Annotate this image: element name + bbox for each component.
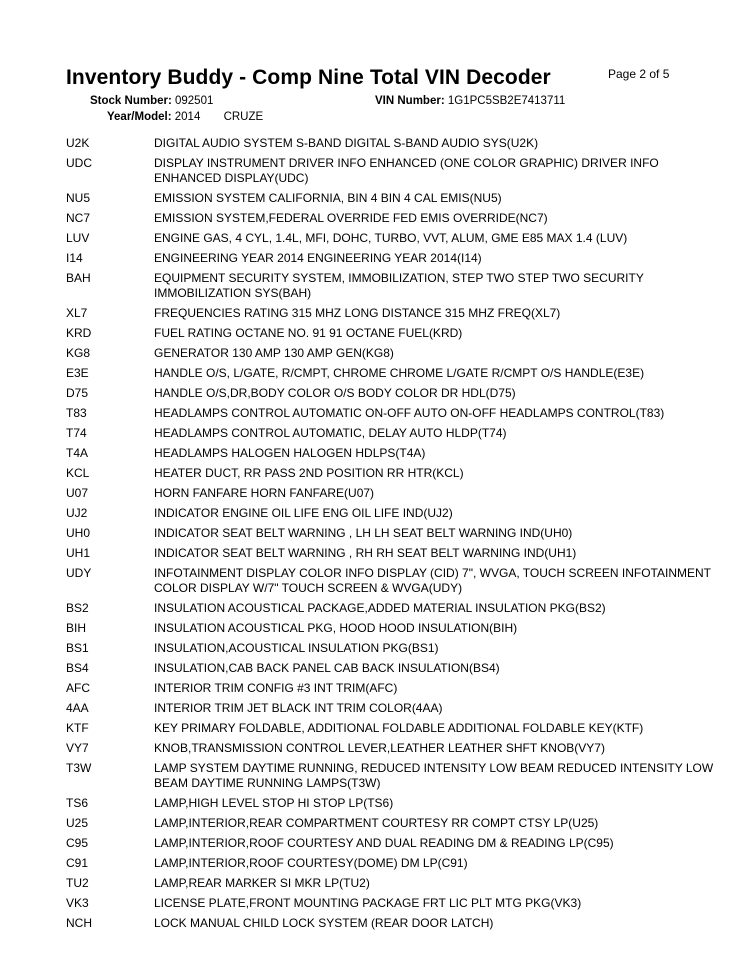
option-description: INTERIOR TRIM CONFIG #3 INT TRIM(AFC) xyxy=(154,681,398,695)
option-code: LUV xyxy=(66,231,90,245)
option-code: 4AA xyxy=(66,701,89,715)
option-row xyxy=(66,363,716,383)
option-description: LAMP,REAR MARKER SI MKR LP(TU2) xyxy=(154,876,370,890)
option-description: HEADLAMPS CONTROL AUTOMATIC, DELAY AUTO HLDP(T74) xyxy=(154,426,507,440)
option-code: VK3 xyxy=(66,896,89,910)
option-row xyxy=(66,463,716,483)
option-row xyxy=(66,698,716,718)
option-description: INSULATION,ACOUSTICAL INSULATION PKG(BS1) xyxy=(154,641,439,655)
option-description: INTERIOR TRIM JET BLACK INT TRIM COLOR(4AA) xyxy=(154,701,443,715)
option-row xyxy=(66,833,716,853)
option-row xyxy=(66,638,716,658)
option-code: T83 xyxy=(66,406,87,420)
option-code: UDY xyxy=(66,566,92,580)
option-description: EMISSION SYSTEM CALIFORNIA, BIN 4 BIN 4 CAL EMIS(NU5) xyxy=(154,191,502,205)
vin-number xyxy=(375,95,565,107)
option-row xyxy=(66,133,716,153)
option-description: EMISSION SYSTEM,FEDERAL OVERRIDE FED EMIS OVERRIDE(NC7) xyxy=(154,211,548,225)
option-description: INSULATION ACOUSTICAL PKG, HOOD HOOD INSULATION(BIH) xyxy=(154,621,518,635)
option-code: BAH xyxy=(66,271,91,285)
option-code: UH1 xyxy=(66,546,91,560)
option-description: HEADLAMPS CONTROL AUTOMATIC ON-OFF AUTO ON-OFF HEADLAMPS CONTROL(T83) xyxy=(154,406,665,420)
option-description: INDICATOR SEAT BELT WARNING , RH RH SEAT BELT WARNING IND(UH1) xyxy=(154,546,577,560)
vin-number-value: 1G1PC5SB2E7413711 xyxy=(447,95,566,107)
option-row xyxy=(66,793,716,813)
option-row xyxy=(66,893,716,913)
option-description: GENERATOR 130 AMP 130 AMP GEN(KG8) xyxy=(154,346,394,360)
option-code: T3W xyxy=(66,761,92,775)
option-row xyxy=(66,813,716,833)
option-code: UJ2 xyxy=(66,506,88,520)
option-description: KEY PRIMARY FOLDABLE, ADDITIONAL FOLDABLE ADDITIONAL FOLDABLE KEY(KTF) xyxy=(154,721,644,735)
option-description: HANDLE O/S, L/GATE, R/CMPT, CHROME CHROME L/GATE R/CMPT O/S HANDLE(E3E) xyxy=(154,366,645,380)
option-description: LAMP,INTERIOR,REAR COMPARTMENT COURTESY RR COMPT CTSY LP(U25) xyxy=(154,816,599,830)
option-code: C95 xyxy=(66,836,89,850)
document-title: Inventory Buddy - Comp Nine Total VIN Decoder xyxy=(66,66,551,89)
option-row xyxy=(66,303,716,323)
option-description: HEADLAMPS HALOGEN HALOGEN HDLPS(T4A) xyxy=(154,446,426,460)
option-code: UDC xyxy=(66,156,92,170)
stock-number-value: 092501 xyxy=(175,95,214,107)
option-code: UH0 xyxy=(66,526,91,540)
stock-number xyxy=(90,95,213,107)
stock-number-label: Stock Number: xyxy=(90,95,172,107)
option-code: U2K xyxy=(66,136,90,150)
option-code: TS6 xyxy=(66,796,89,810)
option-code: KRD xyxy=(66,326,92,340)
option-list xyxy=(66,133,716,933)
option-row xyxy=(66,853,716,873)
option-row xyxy=(66,718,716,738)
option-row xyxy=(66,483,716,503)
option-code: I14 xyxy=(66,251,83,265)
option-code: XL7 xyxy=(66,306,88,320)
option-row xyxy=(66,563,716,598)
option-code: AFC xyxy=(66,681,90,695)
option-code: KTF xyxy=(66,721,89,735)
year-model xyxy=(107,111,263,123)
option-description: INDICATOR ENGINE OIL LIFE ENG OIL LIFE IND(UJ2) xyxy=(154,506,453,520)
option-row xyxy=(66,343,716,363)
option-description: KNOB,TRANSMISSION CONTROL LEVER,LEATHER LEATHER SHFT KNOB(VY7) xyxy=(154,741,605,755)
option-description: LAMP SYSTEM DAYTIME RUNNING, REDUCED INTENSITY LOW BEAM REDUCED INTENSITY LOW BEAM DAYTIME RUNNING LAMPS(T3W) xyxy=(154,761,714,790)
option-description: LAMP,INTERIOR,ROOF COURTESY(DOME) DM LP(C91) xyxy=(154,856,468,870)
option-code: D75 xyxy=(66,386,89,400)
option-description: HORN FANFARE HORN FANFARE(U07) xyxy=(154,486,375,500)
model-value: CRUZE xyxy=(223,111,264,123)
option-code: NU5 xyxy=(66,191,91,205)
option-code: U07 xyxy=(66,486,89,500)
option-description: INFOTAINMENT DISPLAY COLOR INFO DISPLAY (CID) 7", WVGA, TOUCH SCREEN INFOTAINMENT COLOR DISPLAY W/7" TOUCH SCREEN & WVGA(UDY) xyxy=(154,566,711,595)
option-row xyxy=(66,383,716,403)
option-description: DISPLAY INSTRUMENT DRIVER INFO ENHANCED (ONE COLOR GRAPHIC) DRIVER INFO ENHANCED DISPLAY(UDC) xyxy=(154,156,659,185)
option-code: C91 xyxy=(66,856,89,870)
year-model-label: Year/Model: xyxy=(107,111,172,123)
option-code: BIH xyxy=(66,621,87,635)
option-row xyxy=(66,678,716,698)
option-code: VY7 xyxy=(66,741,89,755)
option-row xyxy=(66,618,716,638)
option-row xyxy=(66,228,716,248)
option-code: BS4 xyxy=(66,661,89,675)
option-row xyxy=(66,443,716,463)
option-description: ENGINE GAS, 4 CYL, 1.4L, MFI, DOHC, TURBO, VVT, ALUM, GME E85 MAX 1.4 (LUV) xyxy=(154,231,628,245)
page-number: Page 2 of 5 xyxy=(608,67,670,81)
option-row xyxy=(66,738,716,758)
option-row xyxy=(66,403,716,423)
option-row xyxy=(66,153,716,188)
option-code: E3E xyxy=(66,366,89,380)
option-code: KG8 xyxy=(66,346,91,360)
option-description: ENGINEERING YEAR 2014 ENGINEERING YEAR 2014(I14) xyxy=(154,251,482,265)
option-row xyxy=(66,873,716,893)
option-row xyxy=(66,323,716,343)
vin-number-label: VIN Number: xyxy=(375,95,445,107)
option-row xyxy=(66,523,716,543)
option-description: FUEL RATING OCTANE NO. 91 91 OCTANE FUEL(KRD) xyxy=(154,326,463,340)
option-description: HEATER DUCT, RR PASS 2ND POSITION RR HTR(KCL) xyxy=(154,466,464,480)
option-row xyxy=(66,913,716,933)
option-code: U25 xyxy=(66,816,89,830)
option-row xyxy=(66,598,716,618)
option-description: DIGITAL AUDIO SYSTEM S-BAND DIGITAL S-BAND AUDIO SYS(U2K) xyxy=(154,136,539,150)
option-code: BS1 xyxy=(66,641,89,655)
option-description: EQUIPMENT SECURITY SYSTEM, IMMOBILIZATION, STEP TWO STEP TWO SECURITY IMMOBILIZATION SYS(BAH) xyxy=(154,271,644,300)
option-code: NC7 xyxy=(66,211,91,225)
option-code: T4A xyxy=(66,446,89,460)
option-row xyxy=(66,188,716,208)
option-row xyxy=(66,658,716,678)
option-code: T74 xyxy=(66,426,87,440)
option-code: TU2 xyxy=(66,876,89,890)
option-description: INDICATOR SEAT BELT WARNING , LH LH SEAT BELT WARNING IND(UH0) xyxy=(154,526,573,540)
option-row xyxy=(66,248,716,268)
option-description: FREQUENCIES RATING 315 MHZ LONG DISTANCE 315 MHZ FREQ(XL7) xyxy=(154,306,561,320)
option-description: LOCK MANUAL CHILD LOCK SYSTEM (REAR DOOR LATCH) xyxy=(154,916,494,930)
option-row xyxy=(66,543,716,563)
option-description: LICENSE PLATE,FRONT MOUNTING PACKAGE FRT LIC PLT MTG PKG(VK3) xyxy=(154,896,582,910)
option-row xyxy=(66,268,716,303)
option-row xyxy=(66,423,716,443)
option-row xyxy=(66,208,716,228)
option-description: INSULATION ACOUSTICAL PACKAGE,ADDED MATERIAL INSULATION PKG(BS2) xyxy=(154,601,606,615)
option-row xyxy=(66,503,716,523)
option-row xyxy=(66,758,716,793)
option-code: NCH xyxy=(66,916,92,930)
option-description: LAMP,HIGH LEVEL STOP HI STOP LP(TS6) xyxy=(154,796,394,810)
option-description: LAMP,INTERIOR,ROOF COURTESY AND DUAL READING DM & READING LP(C95) xyxy=(154,836,614,850)
option-code: BS2 xyxy=(66,601,89,615)
option-description: HANDLE O/S,DR,BODY COLOR O/S BODY COLOR DR HDL(D75) xyxy=(154,386,516,400)
option-description: INSULATION,CAB BACK PANEL CAB BACK INSULATION(BS4) xyxy=(154,661,500,675)
year-value: 2014 xyxy=(174,111,201,123)
option-code: KCL xyxy=(66,466,90,480)
